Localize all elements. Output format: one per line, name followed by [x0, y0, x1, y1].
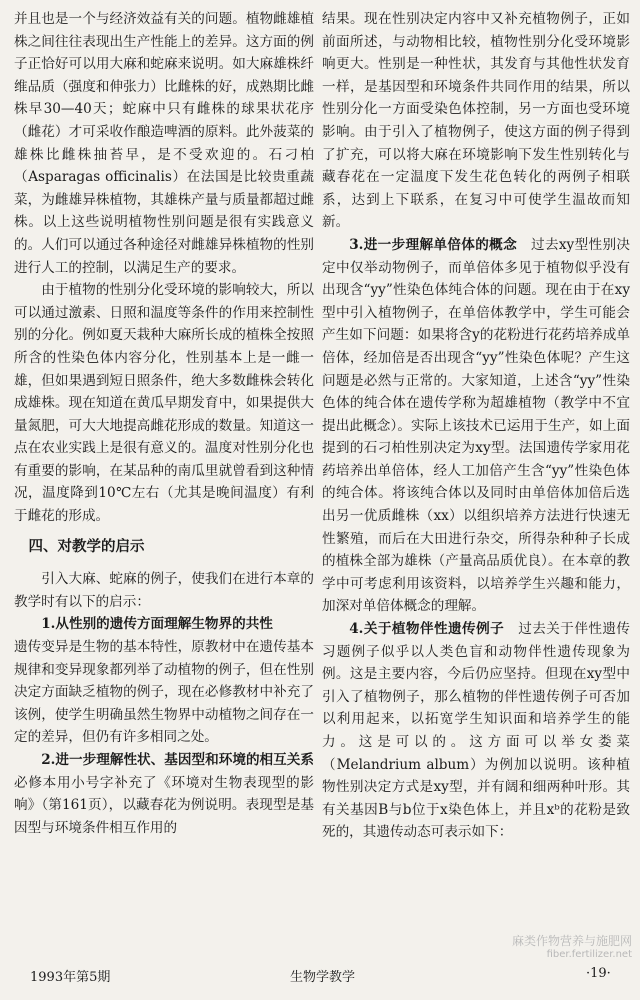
footer-issue: 1993年第5期: [30, 970, 111, 985]
right-column: [322, 8, 630, 844]
subsection-2-title: 2.进一步理解性状、基因型和环境的相互关系: [41, 752, 314, 768]
subsection-2: [14, 749, 314, 839]
paragraph-continued-genotype: 结果。现在性别决定内容中又补充植物例子，正如前面所述，与动物相比较，植物性别分化受环境影响更大。性别是一种性状，其发育与其他性状发育一样，是基因型和环境条件共同作用的结果，所以性别分化一方面受染色体控制，另一方面也受环境影响。由于引入了植物例子，使这方面的例子得到了扩充，可以将大麻在环境影响下发生性别转化与藏春花在一定温度下发生花色转化的两例子相联系，达到上下联系，在复习中可使学生温故而知新。: [322, 11, 630, 231]
paragraph-hemp-hops-differences: 并且也是一个与经济效益有关的问题。植物雌雄植株之间往往表现出生产性能上的差异。这方面的例子正恰好可以用大麻和蛇麻来说明。如大麻雄株纤维品质（强度和伸张力）比雌株的好，成熟期比雌株早30—40天；蛇麻中只有雌株的球果状花序（雌花）才可采收作酿造啤酒的原料。此外菠菜的雄株比雌株抽苔早，是不受欢迎的。石刁柏（Asparagas officinalis）在法国是比较贵重蔬菜，为雌雄异株植物，其雄株产量与质量都超过雌株。以上这些说明植物性别问题是很有实践意义的。人们可以通过各种途径对雌雄异株植物的性别进行人工的控制，以满足生产的要求。: [14, 11, 314, 276]
site-watermark: [512, 934, 632, 962]
footer-journal-name: 生物学教学: [290, 970, 356, 985]
watermark-line-1: 麻类作物营养与施肥网: [511, 934, 632, 948]
section-heading-teaching-implications: 四、对教学的启示: [28, 538, 145, 555]
subsection-4: [322, 618, 630, 844]
subsection-2-text: 必修本用小号字补充了《环境对生物表现型的影响》（第161页），以藏春花为例说明。表现型是基因型与环境条件相互作用的: [14, 774, 314, 836]
left-column: [14, 8, 314, 839]
subsection-1-title: 1.从性别的遗传方面理解生物界的共性: [41, 616, 273, 633]
subsection-3-title: 3.进一步理解单倍体的概念: [349, 236, 518, 253]
subsection-3-text: 过去xy型性别决定中仅举动物例子，而单倍体多见于植物似乎没有出现含“yy”性染色体纯合体的问题。现在由于在xy型中引入植物例子，在单倍体教学中，学生可能会产生如下问题：如果将含y的花粉进行花药培养成单倍体，经加倍是否出现含“yy”性染色体呢？产生这问题是必然与正常的。大家知道，上述含“yy”性染色体的纯合体在遗传学称为超雄植物（教学中不宜提出此概念）。实际上该技术已运用于生产，如上面提到的石刁柏性别决定为xy型。法国遗传学家用花药培养出单倍体，经人工加倍产生含“yy”性染色体的纯合体。将该纯合体以及同时由单倍体加倍后选出另一优质雌株（xx）以组织培养方法进行快速无性繁殖，而后在大田进行杂交，所得杂种种子长成的植株全部为雄株（产量高品质优良）。在本章的教学中可考虑利用该资料，以培养学生兴趣和能力，加深对单倍体概念的理解。: [322, 236, 630, 615]
footer-page-number: ·19·: [586, 966, 611, 981]
watermark-line-2: fiber.fertilizer.net: [546, 949, 632, 960]
paragraph-environment-control: 由于植物的性别分化受环境的影响较大，所以可以通过激素、日照和温度等条件的作用来控制性别的分化。例如夏天栽种大麻所长成的植株全按照所含的性染色体内容分化，性别基本上是一雌一雄，但如果遇到短日照条件，绝大多数雌株会转化成雄株。现在知道在黄瓜早期发育中，如果提供大量氮肥，可大大地提高雌花形成的数量。知道这一点在农业实践上是很有意义的。温度对性别分化也有重要的影响，在某品种的南瓜里就曾看到这种情况，温度降到10℃左右（尤其是晚间温度）有利于雌花的形成。: [14, 282, 314, 525]
subsection-3: [322, 234, 630, 618]
paragraph-implications-intro: 引入大麻、蛇麻的例子，使我们在进行本章的教学时有以下的启示：: [14, 571, 314, 610]
page-footer: [0, 966, 640, 988]
subsection-1: [14, 613, 314, 636]
subsection-1-text: 遗传变异是生物的基本特性，原教材中在遗传基本规律和变异现象都列举了动植物的例子，但在性别决定方面缺乏植物的例子，现在必修教材中补充了该例，使学生明确虽然生物界中动植物之间存在一定的差异，但仍有许多相同之处。: [14, 639, 314, 746]
subsection-4-title: 4.关于植物伴性遗传例子: [349, 621, 505, 638]
subsection-4-text: 过去关于伴性遗传习题例子似乎以人类色盲和动物伴性遗传现象为例。这是主要内容，今后仍应坚持。但现在xy型中引入了植物例子，那么植物的伴性遗传例子可否加以利用起来，以拓宽学生知识面和培养学生的能力。这是可以的。这方面可以举女娄菜（Melandrium album）为例加以说明。该种植物性别决定方式是xy型，并有阔和细两种叶形。其有关基因B与b位于x染色体上，并且xᵇ的花粉是致死的，其遗传动态可表示如下：: [322, 621, 631, 841]
